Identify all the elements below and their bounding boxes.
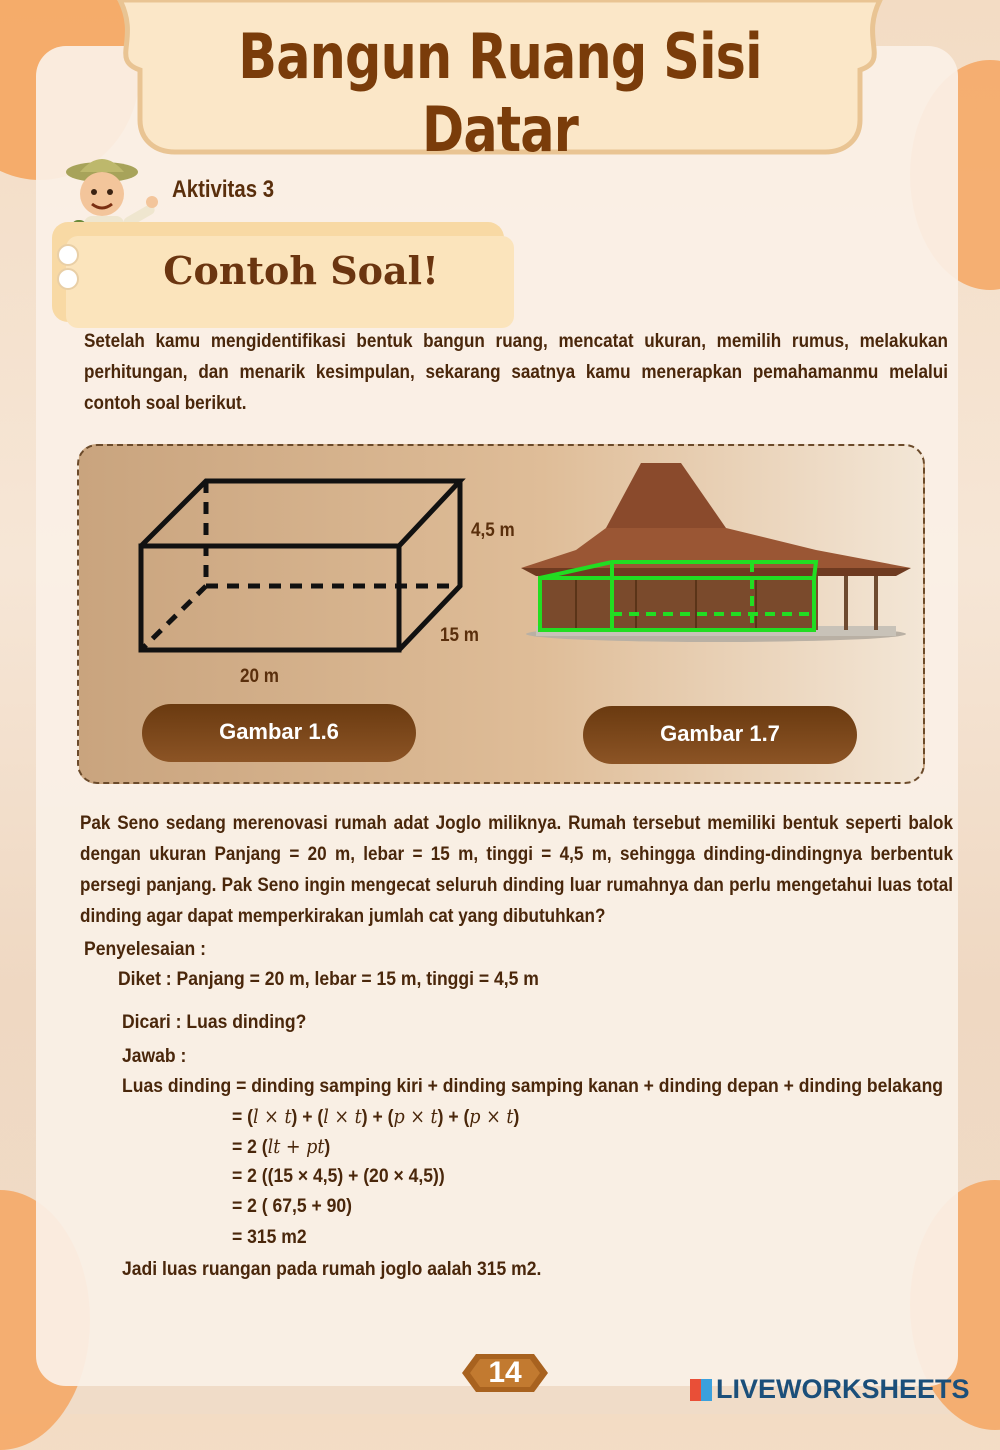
length-label: 20 m bbox=[240, 666, 279, 687]
liveworksheets-icon bbox=[690, 1379, 712, 1401]
problem-paragraph: Pak Seno sedang merenovasi rumah adat Joglo miliknya. Rumah tersebut memiliki bentuk seperti balok dengan ukuran Panjang = 20 m, lebar = 15 m, tinggi = 4,5 m, sehingga dinding-dindingnya berbentuk persegi panjang. Pak Seno ingin mengecat seluruh dinding luar rumahnya dan perlu mengetahui luas total dinding agar dapat memperkirakan jumlah cat yang dibutuhkan? bbox=[80, 813, 953, 927]
step-1-line: = (l × t) + (l × t) + (p × t) + (p × t) bbox=[232, 1105, 520, 1128]
figure-caption-2: Gambar 1.7 bbox=[583, 706, 857, 764]
liveworksheets-logo bbox=[690, 1374, 970, 1405]
asked-line: Dicari : Luas dinding? bbox=[122, 1011, 307, 1033]
example-card-title: Contoh Soal! bbox=[163, 248, 439, 293]
step-4-line: = 2 ( 67,5 + 90) bbox=[232, 1195, 353, 1217]
page-title: Bangun Ruang Sisi Datar bbox=[238, 20, 762, 166]
answer-label: Jawab : bbox=[122, 1045, 187, 1067]
joglo-house-image bbox=[516, 458, 916, 648]
page-number: 14 bbox=[488, 1356, 522, 1389]
brand-text: LIVEWORKSHEETS bbox=[716, 1374, 970, 1404]
solution-heading: Penyelesaian : bbox=[84, 938, 206, 960]
step-5-line: = 315 m2 bbox=[232, 1226, 307, 1248]
page-number-badge bbox=[462, 1350, 548, 1396]
step-3-line: = 2 ((15 × 4,5) + (20 × 4,5)) bbox=[232, 1165, 445, 1187]
step-2-line: = 2 (lt + pt) bbox=[232, 1135, 331, 1158]
cuboid-diagram bbox=[130, 470, 480, 670]
intro-paragraph: Setelah kamu mengidentifikasi bentuk bangun ruang, mencatat ukuran, memilih rumus, melakukan perhitungan, dan menarik kesimpulan, sekarang saatnya kamu menerapkan pemahamanmu melalui contoh soal berikut. bbox=[84, 331, 948, 414]
known-line: Diket : Panjang = 20 m, lebar = 15 m, tinggi = 4,5 m bbox=[118, 968, 539, 990]
conclusion-line: Jadi luas ruangan pada rumah joglo aalah 315 m2. bbox=[122, 1258, 542, 1280]
height-label: 4,5 m bbox=[471, 520, 515, 541]
width-label: 15 m bbox=[440, 625, 479, 646]
formula-line: Luas dinding = dinding samping kiri + dinding samping kanan + dinding depan + dinding belakang bbox=[122, 1075, 944, 1097]
activity-label: Aktivitas 3 bbox=[172, 176, 275, 203]
figure-caption-1: Gambar 1.6 bbox=[142, 704, 416, 762]
